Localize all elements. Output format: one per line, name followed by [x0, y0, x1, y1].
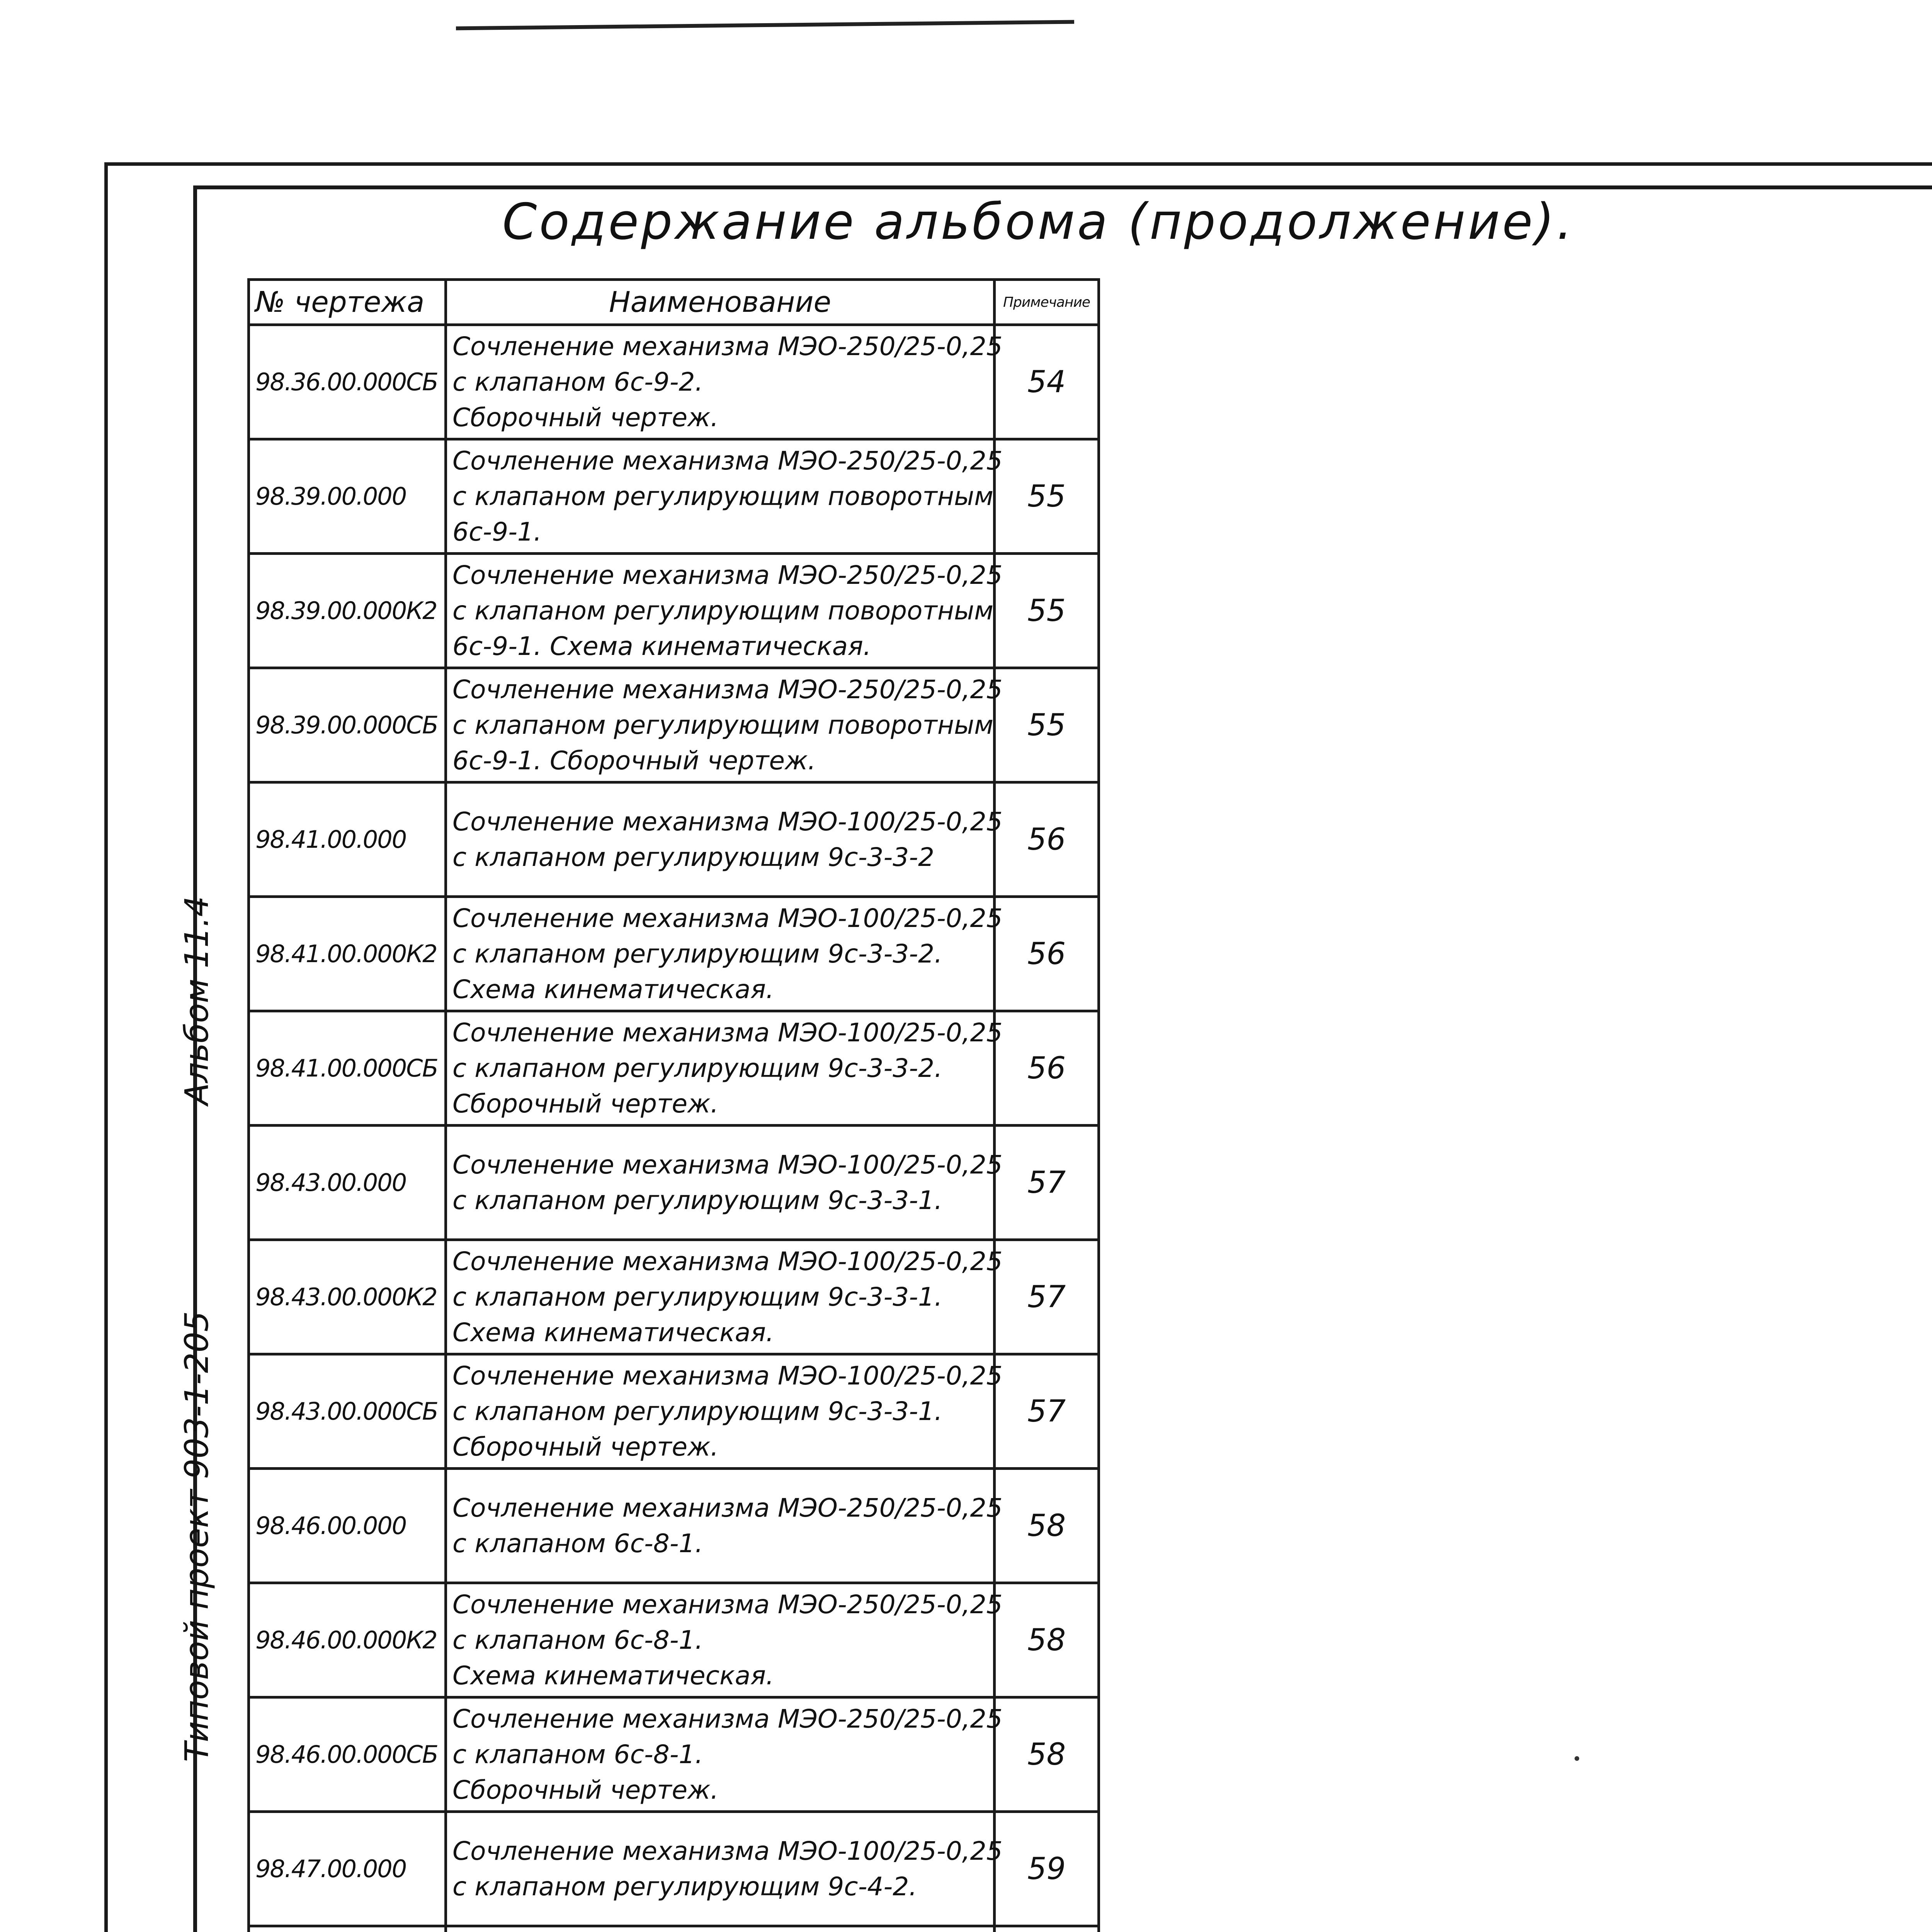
drawing-number: 98.36.00.000СБ	[249, 325, 446, 439]
drawing-name	[446, 897, 1003, 1011]
table-row	[249, 1697, 1099, 1812]
drawing-name-line: Сочленение механизма МЭО-250/25-0,25	[452, 1704, 1003, 1734]
table-row	[249, 1126, 1099, 1240]
header-number: № чертежа	[249, 280, 446, 325]
drawing-name-line: 6с-9-1.	[452, 517, 542, 547]
drawing-name-line: с клапаном 6с-9-2.	[452, 367, 703, 397]
drawing-name-line: Сочленение механизма МЭО-250/25-0,25	[452, 674, 1003, 704]
drawing-name-line: Сочленение механизма МЭО-250/25-0,25	[452, 446, 1003, 476]
drawing-note: 57	[995, 1126, 1099, 1240]
table-row	[249, 439, 1099, 554]
drawing-number: 98.41.00.000СБ	[249, 1011, 446, 1126]
drawing-number: 98.43.00.000К2	[249, 1240, 446, 1354]
table-row	[249, 897, 1099, 1011]
drawing-name	[446, 439, 1003, 554]
drawing-number: 98.39.00.000	[249, 439, 446, 554]
drawing-number: 98.41.00.000К2	[249, 897, 446, 1011]
drawing-name-line: Сборочный чертеж.	[452, 1432, 719, 1462]
drawing-note: 57	[995, 1354, 1099, 1469]
drawing-name	[446, 668, 1003, 782]
table-row	[249, 1926, 1099, 1932]
drawing-name-line: Сочленение механизма МЭО-250/25-0,25	[452, 1589, 1003, 1619]
drawing-name-line: с клапаном регулирующим поворотным	[452, 481, 993, 511]
drawing-name-line: Сочленение механизма МЭО-100/25-0,25	[452, 806, 1003, 837]
drawing-name-line: Сочленение механизма МЭО-250/25-0,25	[452, 560, 1003, 590]
table-row	[249, 1812, 1099, 1926]
drawing-note	[995, 1926, 1099, 1932]
drawing-name-line: с клапаном регулирующим поворотным	[452, 710, 993, 740]
table-row	[249, 782, 1099, 897]
album-label: Альбом 11.4	[178, 896, 216, 1105]
drawing-name-line: Сборочный чертеж.	[452, 402, 719, 432]
scan-artifact-line	[456, 20, 1074, 31]
drawing-number: 98.39.00.000К2	[249, 554, 446, 668]
drawing-number: 98.46.00.000К2	[249, 1583, 446, 1697]
drawing-number: 98.43.00.000СБ	[249, 1354, 446, 1469]
drawing-name	[446, 1926, 995, 1932]
table-row	[249, 1240, 1099, 1354]
drawing-name-line: Сочленение механизма МЭО-100/25-0,25	[452, 1361, 1003, 1391]
drawing-name-line: Схема кинематическая.	[452, 974, 774, 1004]
drawing-name-line: Сочленение механизма МЭО-100/25-0,25	[452, 903, 1003, 933]
drawing-number: 98.46.00.000СБ	[249, 1697, 446, 1812]
drawing-name	[446, 1583, 1003, 1697]
drawing-name	[446, 1011, 1003, 1126]
drawing-name-line: Сборочный чертеж.	[452, 1775, 719, 1805]
scan-artifact-dot	[1575, 1756, 1579, 1761]
drawing-name-line: с клапаном регулирующим 9с-3-3-1.	[452, 1396, 942, 1426]
drawing-name-line: с клапаном 6с-8-1.	[452, 1528, 703, 1558]
drawing-note: 55	[995, 668, 1099, 782]
drawing-name	[446, 1126, 1003, 1240]
drawing-name-line: 6с-9-1. Схема кинематическая.	[452, 631, 871, 661]
table-header-row	[249, 280, 1099, 325]
drawing-name-line: Сочленение механизма МЭО-250/25-0,25	[452, 331, 1003, 361]
drawing-name-line: с клапаном регулирующим 9с-3-3-1.	[452, 1185, 942, 1215]
drawing-name-line: с клапаном 6с-8-1.	[452, 1625, 703, 1655]
table-row	[249, 325, 1099, 439]
table-body	[249, 325, 1099, 1932]
drawing-note: 56	[995, 897, 1099, 1011]
drawing-name-line: с клапаном регулирующим 9с-4-2.	[452, 1871, 917, 1901]
page-title: Содержание альбома (продолжение).	[502, 193, 1575, 251]
drawing-name-line: с клапаном 6с-8-1.	[452, 1739, 703, 1769]
drawing-number: 98.43.00.000	[249, 1126, 446, 1240]
drawing-note: 54	[995, 325, 1099, 439]
drawing-number: 98.47.00.000	[249, 1812, 446, 1926]
drawing-name	[446, 1354, 1003, 1469]
drawing-name-line: Сочленение механизма МЭО-100/25-0,25	[452, 1017, 1003, 1048]
drawing-note: 59	[995, 1812, 1099, 1926]
table-row	[249, 1583, 1099, 1697]
drawing-name-line: Сочленение механизма МЭО-100/25-0,25	[452, 1836, 1003, 1866]
drawing-name	[446, 554, 1003, 668]
drawing-note: 56	[995, 1011, 1099, 1126]
drawing-name	[446, 1697, 1003, 1812]
drawing-note: 58	[995, 1583, 1099, 1697]
drawing-name-line: Сочленение механизма МЭО-100/25-0,25	[452, 1246, 1003, 1276]
drawing-name-line	[452, 1930, 988, 1932]
drawing-name-line: с клапаном регулирующим 9с-3-3-2	[452, 842, 935, 872]
drawing-name-line: с клапаном регулирующим 9с-3-3-2.	[452, 1053, 942, 1083]
drawing-number: 98.46.00.000	[249, 1469, 446, 1583]
table-row	[249, 554, 1099, 668]
drawing-name	[446, 1812, 1003, 1926]
project-label: Типовой проект 903-1-205	[178, 1311, 216, 1762]
drawing-note: 55	[995, 439, 1099, 554]
drawing-name-line: с клапаном регулирующим 9с-3-3-1.	[452, 1282, 942, 1312]
drawing-name-line: Сборочный чертеж.	[452, 1088, 719, 1119]
drawing-note: 57	[995, 1240, 1099, 1354]
drawing-name	[446, 782, 1003, 897]
table-row	[249, 1011, 1099, 1126]
drawing-note: 58	[995, 1697, 1099, 1812]
drawing-name-line: Сочленение механизма МЭО-100/25-0,25	[452, 1150, 1003, 1180]
drawing-name-line: Сочленение механизма МЭО-250/25-0,25	[452, 1493, 1003, 1523]
drawing-note: 58	[995, 1469, 1099, 1583]
table-row	[249, 668, 1099, 782]
drawing-name-line: с клапаном регулирующим 9с-3-3-2.	[452, 939, 942, 969]
drawing-name	[446, 325, 1003, 439]
table-row	[249, 1469, 1099, 1583]
drawing-name-line: с клапаном регулирующим поворотным	[452, 595, 993, 626]
drawing-number: 98.41.00.000	[249, 782, 446, 897]
drawing-note: 56	[995, 782, 1099, 897]
drawing-name-line: Схема кинематическая.	[452, 1660, 774, 1690]
table-row	[249, 1354, 1099, 1469]
drawing-name	[446, 1469, 1003, 1583]
drawing-name-line: 6с-9-1. Сборочный чертеж.	[452, 745, 816, 776]
drawing-number: 98.39.00.000СБ	[249, 668, 446, 782]
drawing-note: 55	[995, 554, 1099, 668]
contents-table	[247, 278, 1100, 1932]
header-note: Примечание	[995, 280, 1099, 325]
header-name: Наименование	[446, 280, 995, 325]
drawing-name-line: Схема кинематическая.	[452, 1317, 774, 1347]
drawing-name	[446, 1240, 1003, 1354]
drawing-number	[249, 1926, 446, 1932]
